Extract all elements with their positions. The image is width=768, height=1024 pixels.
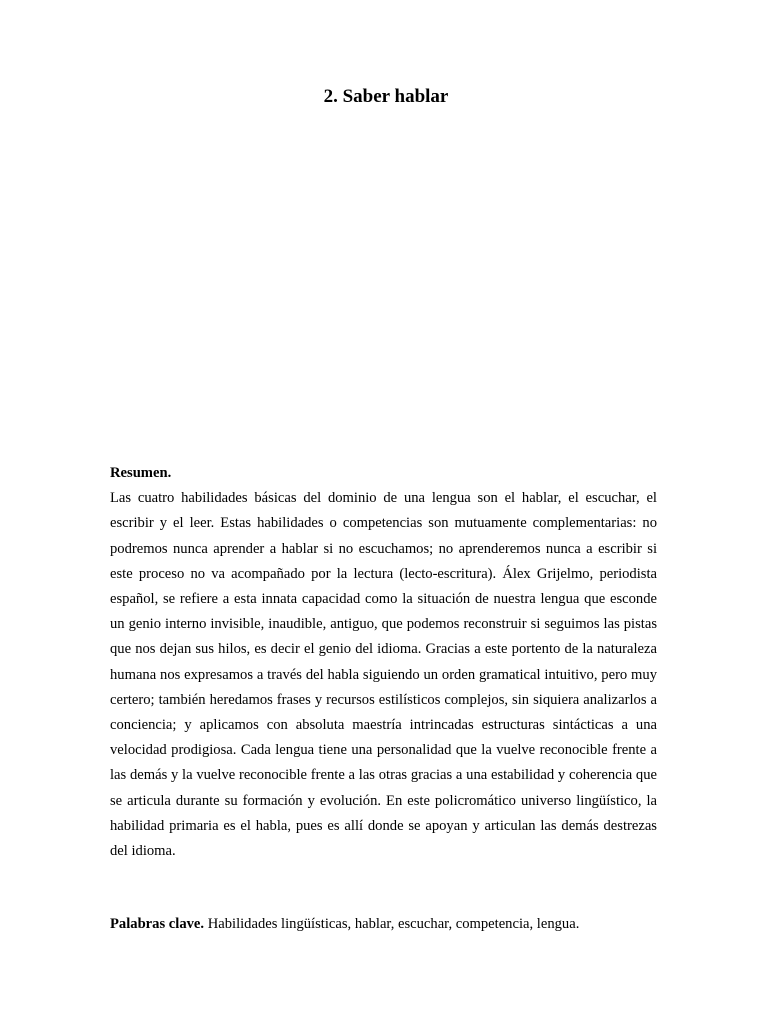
keywords-label: Palabras clave. (110, 916, 205, 932)
abstract-body: Las cuatro habilidades básicas del dominio de una lengua son el hablar, el escuchar, el escribir y el leer. Estas habilidades o competencias son mutuamente complementarias: no podremos nunca aprender a hablar si no escuchamos; no aprenderemos nunca a escribir si este proceso no va acompañado por la lectura (lecto-escritura). Álex Grijelmo, periodista español, se refiere a esta innata capacidad como la situación de nuestra lengua que esconde un genio interno invisible, inaudible, antiguo, que podemos reconstruir si seguimos las pistas que nos dejan sus hilos, es decir el genio del idioma. Gracias a este portento de la naturaleza humana nos expresamos a través del habla siguiendo un orden gramatical intuitivo, pero muy certero; también heredamos frases y recursos estilísticos complejos, sin siquiera analizarlos a conciencia; y aplicamos con absoluta maestría intrincadas estructuras sintácticas a una velocidad prodigiosa. Cada lengua tiene una personalidad que la vuelve reconocible frente a las demás y la vuelve reconocible frente a las otras gracias a una estabilidad y coherencia que se articula durante su formación y evolución. En este policromático universo lingüístico, la habilidad primaria es el habla, pues es allí donde se apoyan y articulan las demás destrezas del idioma. (110, 490, 657, 860)
chapter-title: 2. Saber hablar (323, 86, 449, 107)
keywords-text: Habilidades lingüísticas, hablar, escuchar, competencia, lengua. (204, 916, 580, 932)
keywords-line (110, 912, 670, 937)
abstract-heading: Resumen. (110, 465, 172, 481)
abstract-section (110, 461, 657, 864)
